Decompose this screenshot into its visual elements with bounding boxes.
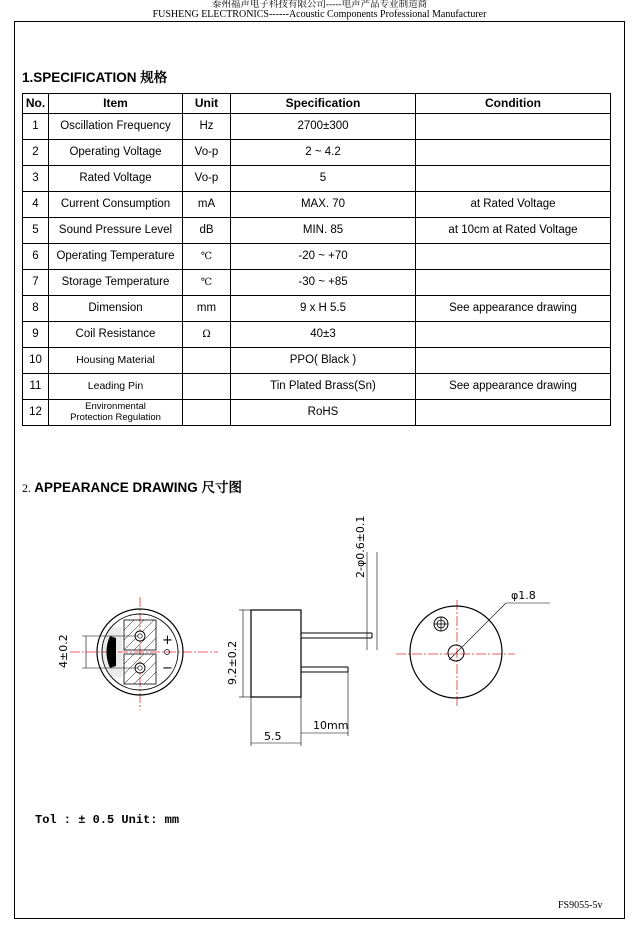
row-item: Sound Pressure Level: [49, 218, 183, 244]
table-row: [23, 114, 611, 140]
row-spec: MIN. 85: [231, 218, 416, 244]
row-no: 12: [23, 400, 49, 426]
pin-length-dimension: 10mm: [313, 719, 349, 732]
row-item: Leading Pin: [49, 374, 183, 400]
header-no: No.: [23, 94, 49, 114]
row-item: Current Consumption: [49, 192, 183, 218]
row-no: 11: [23, 374, 49, 400]
table-row: [23, 270, 611, 296]
row-unit: [183, 348, 231, 374]
row-unit: Vo-p: [183, 166, 231, 192]
row-condition: at 10cm at Rated Voltage: [416, 218, 611, 244]
pin-diameter-dimension: 2-φ0.6±0.1: [354, 515, 367, 578]
top-view: [396, 589, 550, 708]
row-spec: 9 x H 5.5: [231, 296, 416, 322]
plus-label: +: [162, 633, 173, 648]
row-condition: [416, 166, 611, 192]
row-unit: [183, 374, 231, 400]
table-row: [23, 374, 611, 400]
row-unit: ℃: [183, 244, 231, 270]
pin-spacing-dimension: 4±0.2: [57, 634, 70, 668]
row-condition: [416, 270, 611, 296]
hole-dimension: φ1.8: [511, 589, 536, 602]
row-item: [49, 400, 183, 426]
row-no: 2: [23, 140, 49, 166]
row-unit: mA: [183, 192, 231, 218]
table-row: [23, 192, 611, 218]
row-item: Storage Temperature: [49, 270, 183, 296]
height-dimension: 5.5: [264, 730, 282, 743]
row-item: Coil Resistance: [49, 322, 183, 348]
row-unit: Ω: [183, 322, 231, 348]
row-condition: [416, 140, 611, 166]
specification-table: [22, 93, 611, 426]
row-spec: Tin Plated Brass(Sn): [231, 374, 416, 400]
row-no: 7: [23, 270, 49, 296]
row-item-line1: Environmental: [85, 401, 146, 413]
row-condition: [416, 114, 611, 140]
section-specification-title: 1.SPECIFICATION 规格: [22, 70, 168, 85]
side-body: [251, 610, 301, 697]
section-appearance-title: [22, 476, 242, 496]
header-unit: Unit: [183, 94, 231, 114]
row-item: Rated Voltage: [49, 166, 183, 192]
row-unit: [183, 400, 231, 426]
section-number: 2.: [22, 481, 31, 495]
row-item: Oscillation Frequency: [49, 114, 183, 140]
row-item: Operating Temperature: [49, 244, 183, 270]
side-view: [226, 516, 377, 746]
diameter-dimension: 9.2±0.2: [226, 640, 239, 685]
table-row: [23, 244, 611, 270]
row-no: 3: [23, 166, 49, 192]
row-unit: ℃: [183, 270, 231, 296]
row-unit: Hz: [183, 114, 231, 140]
row-no: 9: [23, 322, 49, 348]
row-condition: See appearance drawing: [416, 374, 611, 400]
tolerance-note: Tol : ± 0.5 Unit: mm: [35, 813, 180, 827]
row-unit: mm: [183, 296, 231, 322]
company-name-cn: 泰州福声电子科技有限公司-----电声产品专业制造商: [211, 0, 428, 10]
row-spec: -30 ~ +85: [231, 270, 416, 296]
bottom-view: [57, 597, 218, 710]
table-row: [23, 296, 611, 322]
table-row: [23, 322, 611, 348]
appearance-drawing: [0, 500, 639, 800]
row-unit: dB: [183, 218, 231, 244]
row-no: 8: [23, 296, 49, 322]
row-no: 10: [23, 348, 49, 374]
model-code: FS9055-5v: [558, 900, 603, 911]
company-name-en: FUSHENG ELECTRONICS------Acoustic Components Professional Manufacturer: [152, 9, 487, 20]
row-item-line2: Protection Regulation: [70, 411, 161, 423]
row-item: Operating Voltage: [49, 140, 183, 166]
header-condition: Condition: [416, 94, 611, 114]
row-item: Housing Material: [49, 348, 183, 374]
row-condition: [416, 244, 611, 270]
row-unit: Vo-p: [183, 140, 231, 166]
header-specification: Specification: [231, 94, 416, 114]
row-spec: -20 ~ +70: [231, 244, 416, 270]
row-condition: [416, 400, 611, 426]
row-no: 1: [23, 114, 49, 140]
row-condition: See appearance drawing: [416, 296, 611, 322]
row-condition: [416, 348, 611, 374]
row-no: 6: [23, 244, 49, 270]
top-outer-circle: [410, 606, 502, 698]
row-spec: 2700±300: [231, 114, 416, 140]
row-spec: 40±3: [231, 322, 416, 348]
section-title-text: APPEARANCE DRAWING 尺寸图: [31, 480, 243, 495]
table-header-row: [23, 94, 611, 114]
row-spec: 5: [231, 166, 416, 192]
header-item: Item: [49, 94, 183, 114]
row-no: 4: [23, 192, 49, 218]
table-row: [23, 140, 611, 166]
row-spec: RoHS: [231, 400, 416, 426]
row-spec: PPO( Black ): [231, 348, 416, 374]
table-row: [23, 218, 611, 244]
table-row: [23, 166, 611, 192]
row-spec: 2 ~ 4.2: [231, 140, 416, 166]
minus-label: −: [162, 661, 173, 676]
row-condition: [416, 322, 611, 348]
row-spec: MAX. 70: [231, 192, 416, 218]
row-condition: at Rated Voltage: [416, 192, 611, 218]
table-row: [23, 348, 611, 374]
row-no: 5: [23, 218, 49, 244]
table-row: [23, 400, 611, 426]
row-item: Dimension: [49, 296, 183, 322]
